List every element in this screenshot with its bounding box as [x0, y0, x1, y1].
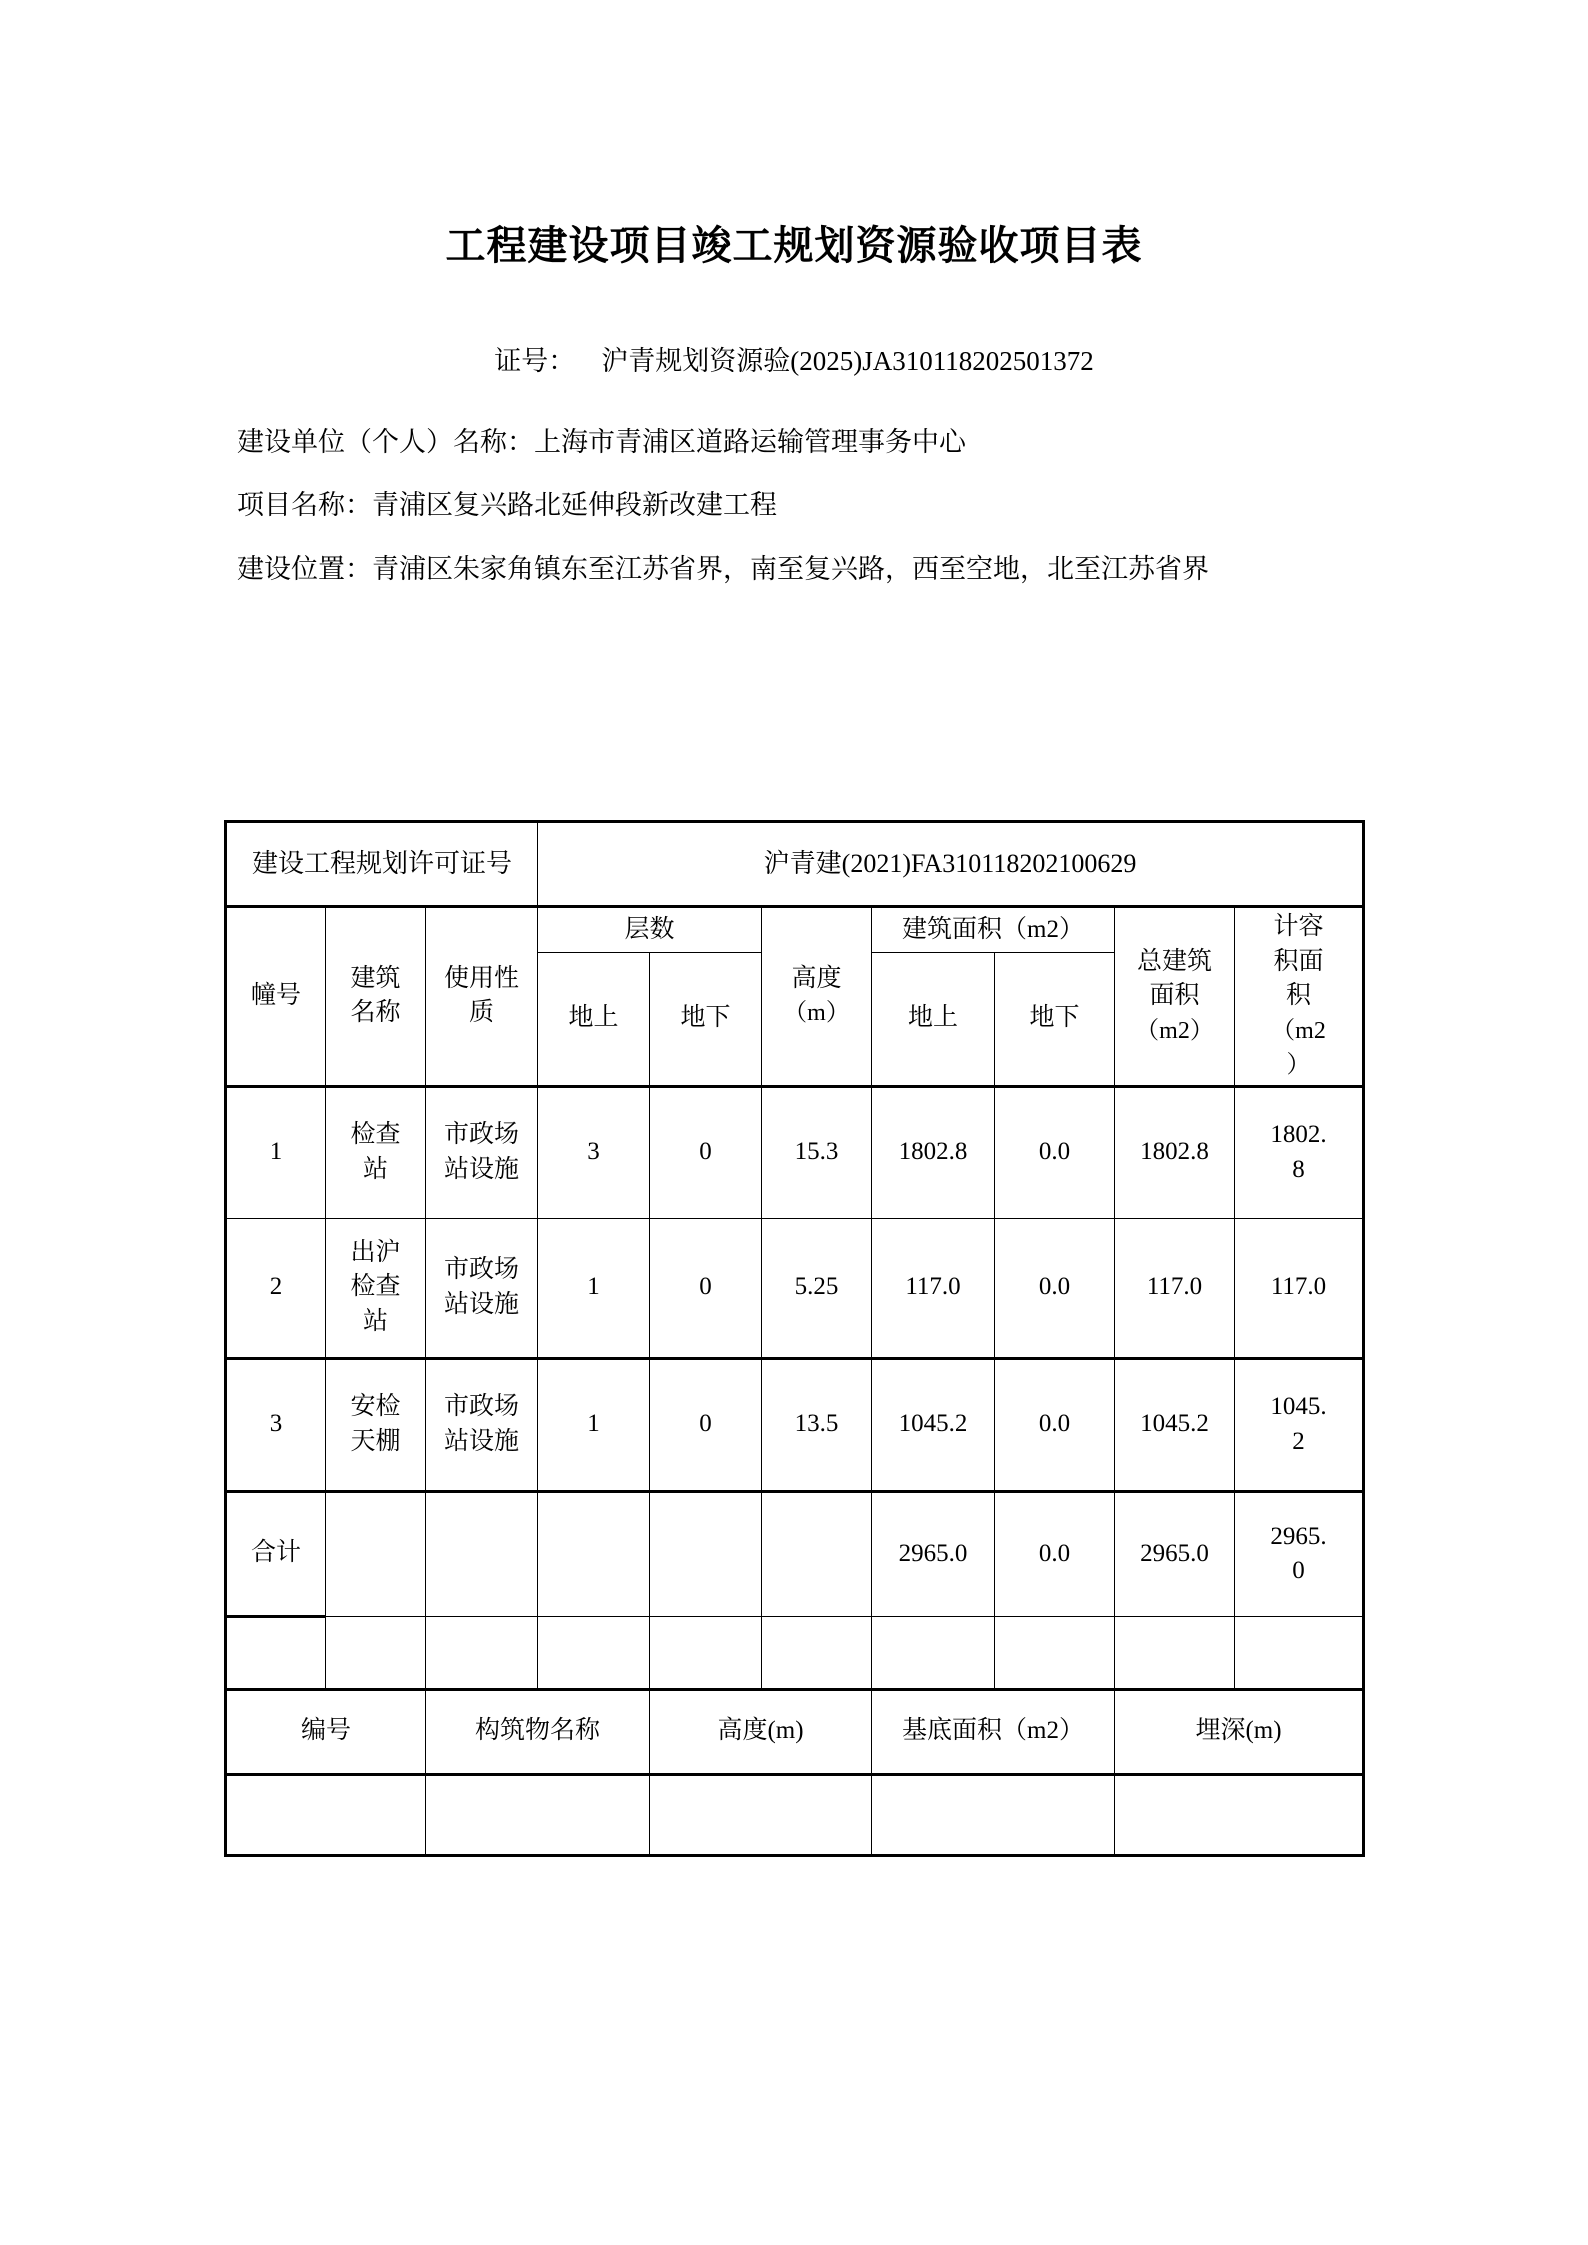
- row-area-below: 0.0: [995, 1358, 1115, 1491]
- certificate-number: 沪青规划资源验(2025)JA310118202501372: [601, 346, 1094, 376]
- verification-table: [224, 820, 1365, 1857]
- page-title: 工程建设项目竣工规划资源验收项目表: [445, 223, 1143, 268]
- permit-label-cell: 建设工程规划许可证号: [226, 822, 538, 907]
- blank-cell: [762, 1616, 872, 1689]
- header-area-below: 地下: [995, 952, 1115, 1086]
- row-height: 15.3: [762, 1086, 872, 1218]
- structure-data-row: [226, 1774, 1364, 1855]
- table-row: [226, 1086, 1364, 1218]
- row-area-above: 1802.8: [872, 1086, 995, 1218]
- header-area-above: 地上: [872, 952, 995, 1086]
- header-row-group: [226, 907, 1364, 953]
- structure-header-depth: 埋深(m): [1115, 1689, 1364, 1774]
- header-floors-group: 层数: [538, 907, 762, 953]
- header-area-group: 建筑面积（m2）: [872, 907, 1115, 953]
- permit-row: [226, 822, 1364, 907]
- total-building-name: [326, 1491, 426, 1616]
- header-floors-above: 地上: [538, 952, 650, 1086]
- structure-cell-depth: [1115, 1774, 1364, 1855]
- row-far-area: 1045. 2: [1235, 1358, 1364, 1491]
- row-area-below: 0.0: [995, 1086, 1115, 1218]
- total-floors-below: [650, 1491, 762, 1616]
- row-building-name: 安检 天棚: [326, 1358, 426, 1491]
- blank-cell: [1235, 1616, 1364, 1689]
- blank-cell: [650, 1616, 762, 1689]
- table-row: [226, 1358, 1364, 1491]
- row-far-area: 117.0: [1235, 1218, 1364, 1358]
- row-building-no: 3: [226, 1358, 326, 1491]
- header-floors-below: 地下: [650, 952, 762, 1086]
- blank-cell: [1115, 1616, 1235, 1689]
- project-info-block: [237, 424, 1337, 587]
- blank-cell: [538, 1616, 650, 1689]
- total-height: [762, 1491, 872, 1616]
- total-total-area: 2965.0: [1115, 1491, 1235, 1616]
- blank-cell: [326, 1616, 426, 1689]
- blank-cell: [426, 1616, 538, 1689]
- row-usage: 市政场 站设施: [426, 1086, 538, 1218]
- total-area-above: 2965.0: [872, 1491, 995, 1616]
- blank-cell: [872, 1616, 995, 1689]
- row-floors-below: 0: [650, 1218, 762, 1358]
- row-area-above: 1045.2: [872, 1358, 995, 1491]
- structure-header-height: 高度(m): [650, 1689, 872, 1774]
- total-area-below: 0.0: [995, 1491, 1115, 1616]
- header-building-no: 幢号: [226, 907, 326, 1087]
- row-building-no: 1: [226, 1086, 326, 1218]
- structure-cell-height: [650, 1774, 872, 1855]
- certificate-label: 证号：: [494, 346, 576, 376]
- row-area-above: 117.0: [872, 1218, 995, 1358]
- structure-cell-name: [426, 1774, 650, 1855]
- row-height: 5.25: [762, 1218, 872, 1358]
- header-building-name: 建筑 名称: [326, 907, 426, 1087]
- row-floors-below: 0: [650, 1086, 762, 1218]
- row-total-area: 1802.8: [1115, 1086, 1235, 1218]
- header-usage: 使用性 质: [426, 907, 538, 1087]
- project-name-line: 项目名称：青浦区复兴路北延伸段新改建工程: [237, 490, 777, 521]
- structure-header-name: 构筑物名称: [426, 1689, 650, 1774]
- row-usage: 市政场 站设施: [426, 1358, 538, 1491]
- blank-cell: [226, 1616, 326, 1689]
- total-row: [226, 1491, 1364, 1616]
- row-usage: 市政场 站设施: [426, 1218, 538, 1358]
- total-floors-above: [538, 1491, 650, 1616]
- row-building-name: 出沪 检查 站: [326, 1218, 426, 1358]
- row-building-no: 2: [226, 1218, 326, 1358]
- header-total-area: 总建筑 面积 （m2）: [1115, 907, 1235, 1087]
- table-row: [226, 1218, 1364, 1358]
- row-floors-above: 1: [538, 1218, 650, 1358]
- total-usage: [426, 1491, 538, 1616]
- construction-location-line: 建设位置：青浦区朱家角镇东至江苏省界，南至复兴路，西至空地，北至江苏省界: [237, 553, 1209, 584]
- row-floors-above: 3: [538, 1086, 650, 1218]
- blank-row: [226, 1616, 1364, 1689]
- header-far-area: 计容 积面 积 （m2 ）: [1235, 907, 1364, 1087]
- total-label: 合计: [226, 1491, 326, 1616]
- row-building-name: 检查 站: [326, 1086, 426, 1218]
- blank-cell: [995, 1616, 1115, 1689]
- certificate-line: [0, 344, 1588, 379]
- structure-header-base-area: 基底面积（m2）: [872, 1689, 1115, 1774]
- structure-header-row: [226, 1689, 1364, 1774]
- row-floors-above: 1: [538, 1358, 650, 1491]
- structure-header-no: 编号: [226, 1689, 426, 1774]
- row-total-area: 1045.2: [1115, 1358, 1235, 1491]
- construction-unit-line: 建设单位（个人）名称：上海市青浦区道路运输管理事务中心: [237, 427, 966, 457]
- row-height: 13.5: [762, 1358, 872, 1491]
- row-area-below: 0.0: [995, 1218, 1115, 1358]
- header-height: 高度 （m）: [762, 907, 872, 1087]
- row-floors-below: 0: [650, 1358, 762, 1491]
- structure-cell-no: [226, 1774, 426, 1855]
- permit-value-cell: 沪青建(2021)FA310118202100629: [538, 822, 1364, 907]
- row-far-area: 1802. 8: [1235, 1086, 1364, 1218]
- total-far-area: 2965. 0: [1235, 1491, 1364, 1616]
- structure-cell-base-area: [872, 1774, 1115, 1855]
- row-total-area: 117.0: [1115, 1218, 1235, 1358]
